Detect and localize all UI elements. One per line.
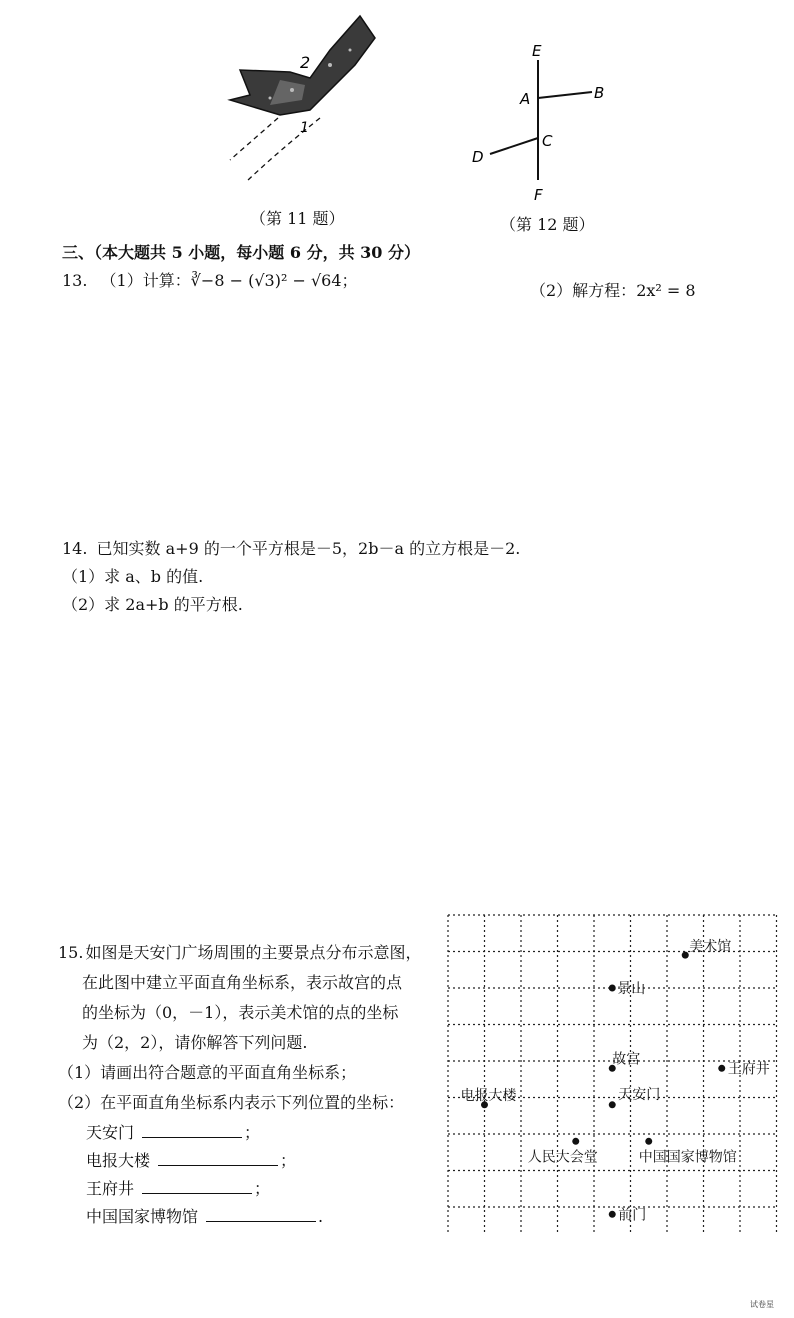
question-14-stem bbox=[62, 536, 520, 559]
section-3-header bbox=[62, 240, 420, 263]
section-3-label: 三、 bbox=[62, 243, 95, 262]
answer-blank-row-tiananmen: 天安门 ； bbox=[86, 1123, 261, 1142]
question-13-part2 bbox=[530, 278, 696, 301]
question-14-number: 14. bbox=[62, 539, 88, 558]
map-label-6: 人民大会堂 bbox=[527, 1149, 598, 1166]
map-label-5: 天安门 bbox=[618, 1086, 661, 1103]
question-13-number: 13. bbox=[62, 271, 88, 290]
answer-blank-row-wangfujing: 王府井 ； bbox=[86, 1179, 271, 1198]
answer-blank-wangfujing[interactable] bbox=[142, 1192, 252, 1194]
map-point-7 bbox=[645, 1138, 652, 1145]
point-B: B bbox=[594, 84, 605, 102]
map-label-3: 王府井 bbox=[727, 1061, 770, 1078]
section-3-title: （本大题共 5 小题，每小题 6 分，共 30 分） bbox=[94, 243, 420, 262]
question-13-part1-expression: ∛−8 − (√3)² − √64； bbox=[190, 271, 358, 290]
map-point-8 bbox=[609, 1211, 616, 1218]
question-13-part1-label: （1）计算： bbox=[100, 271, 191, 290]
question-15-line2: 在此图中建立平面直角坐标系，表示故宫的点 bbox=[82, 973, 403, 992]
dashed-line-upper bbox=[230, 118, 278, 160]
angle-label-1: 1 bbox=[300, 120, 309, 136]
question-13-part1 bbox=[62, 268, 358, 291]
map-label-7: 中国国家博物馆 bbox=[638, 1149, 737, 1166]
map-point-3 bbox=[718, 1065, 725, 1072]
map-point-0 bbox=[682, 952, 689, 959]
question-13-part2-label: （2）解方程： bbox=[530, 281, 637, 300]
point-A: A bbox=[520, 90, 531, 108]
question-14-part2: （2）求 2a+b 的平方根. bbox=[62, 595, 243, 614]
map-label-1: 景山 bbox=[617, 981, 646, 997]
question-15-part2: （2）在平面直角坐标系内表示下列位置的坐标： bbox=[58, 1093, 405, 1112]
question-14-part1: （1）求 a、b 的值. bbox=[62, 567, 204, 586]
point-F: F bbox=[534, 186, 543, 204]
map-point-1 bbox=[609, 985, 616, 992]
point-C: C bbox=[542, 132, 553, 150]
figure-12-diagram bbox=[460, 40, 620, 210]
question-15-line4: 为（2，2），请你解答下列问题. bbox=[82, 1033, 308, 1052]
answer-blank-row-national-museum: 中国国家博物馆 . bbox=[86, 1207, 324, 1226]
point-D: D bbox=[472, 148, 484, 166]
point-E: E bbox=[532, 42, 542, 60]
answer-blank-tiananmen[interactable] bbox=[142, 1136, 242, 1138]
question-15-part1: （1）请画出符合题意的平面直角坐标系； bbox=[58, 1063, 357, 1082]
question-15-line1: 15. 如图是天安门广场周围的主要景点分布示意图， bbox=[58, 943, 422, 962]
map-label-4: 电报大楼 bbox=[460, 1087, 517, 1104]
angle-label-2: 2 bbox=[300, 53, 311, 72]
answer-blank-national-museum[interactable] bbox=[206, 1220, 316, 1222]
answer-blank-row-telegraph-building: 电报大楼 ； bbox=[86, 1151, 297, 1170]
question-15-number: 15. bbox=[58, 943, 84, 962]
question-14-text: 已知实数 a+9 的一个平方根是－5，2b－a 的立方根是－2. bbox=[96, 539, 521, 558]
figure-11-caption: （第 11 题） bbox=[250, 209, 345, 228]
map-label-0: 美术馆 bbox=[689, 939, 732, 956]
map-label-8: 前门 bbox=[618, 1207, 647, 1224]
figure-11-diagram bbox=[210, 10, 390, 190]
map-point-6 bbox=[572, 1138, 579, 1145]
map-point-5 bbox=[609, 1101, 616, 1108]
ray-AB bbox=[538, 92, 592, 98]
scenic-spots-map-grid bbox=[440, 905, 780, 1235]
dashed-line-lower bbox=[248, 118, 320, 180]
figure-12-caption: （第 12 题） bbox=[500, 215, 595, 234]
question-15-line3: 的坐标为（0，－1），表示美术馆的点的坐标 bbox=[82, 1003, 399, 1022]
watermark-logo: 试卷星 bbox=[750, 1300, 774, 1309]
question-13-part2-expression: 2x² = 8 bbox=[636, 281, 696, 300]
ray-CD bbox=[490, 138, 538, 154]
map-label-2: 故宫 bbox=[612, 1051, 641, 1068]
answer-blank-telegraph-building[interactable] bbox=[158, 1164, 278, 1166]
